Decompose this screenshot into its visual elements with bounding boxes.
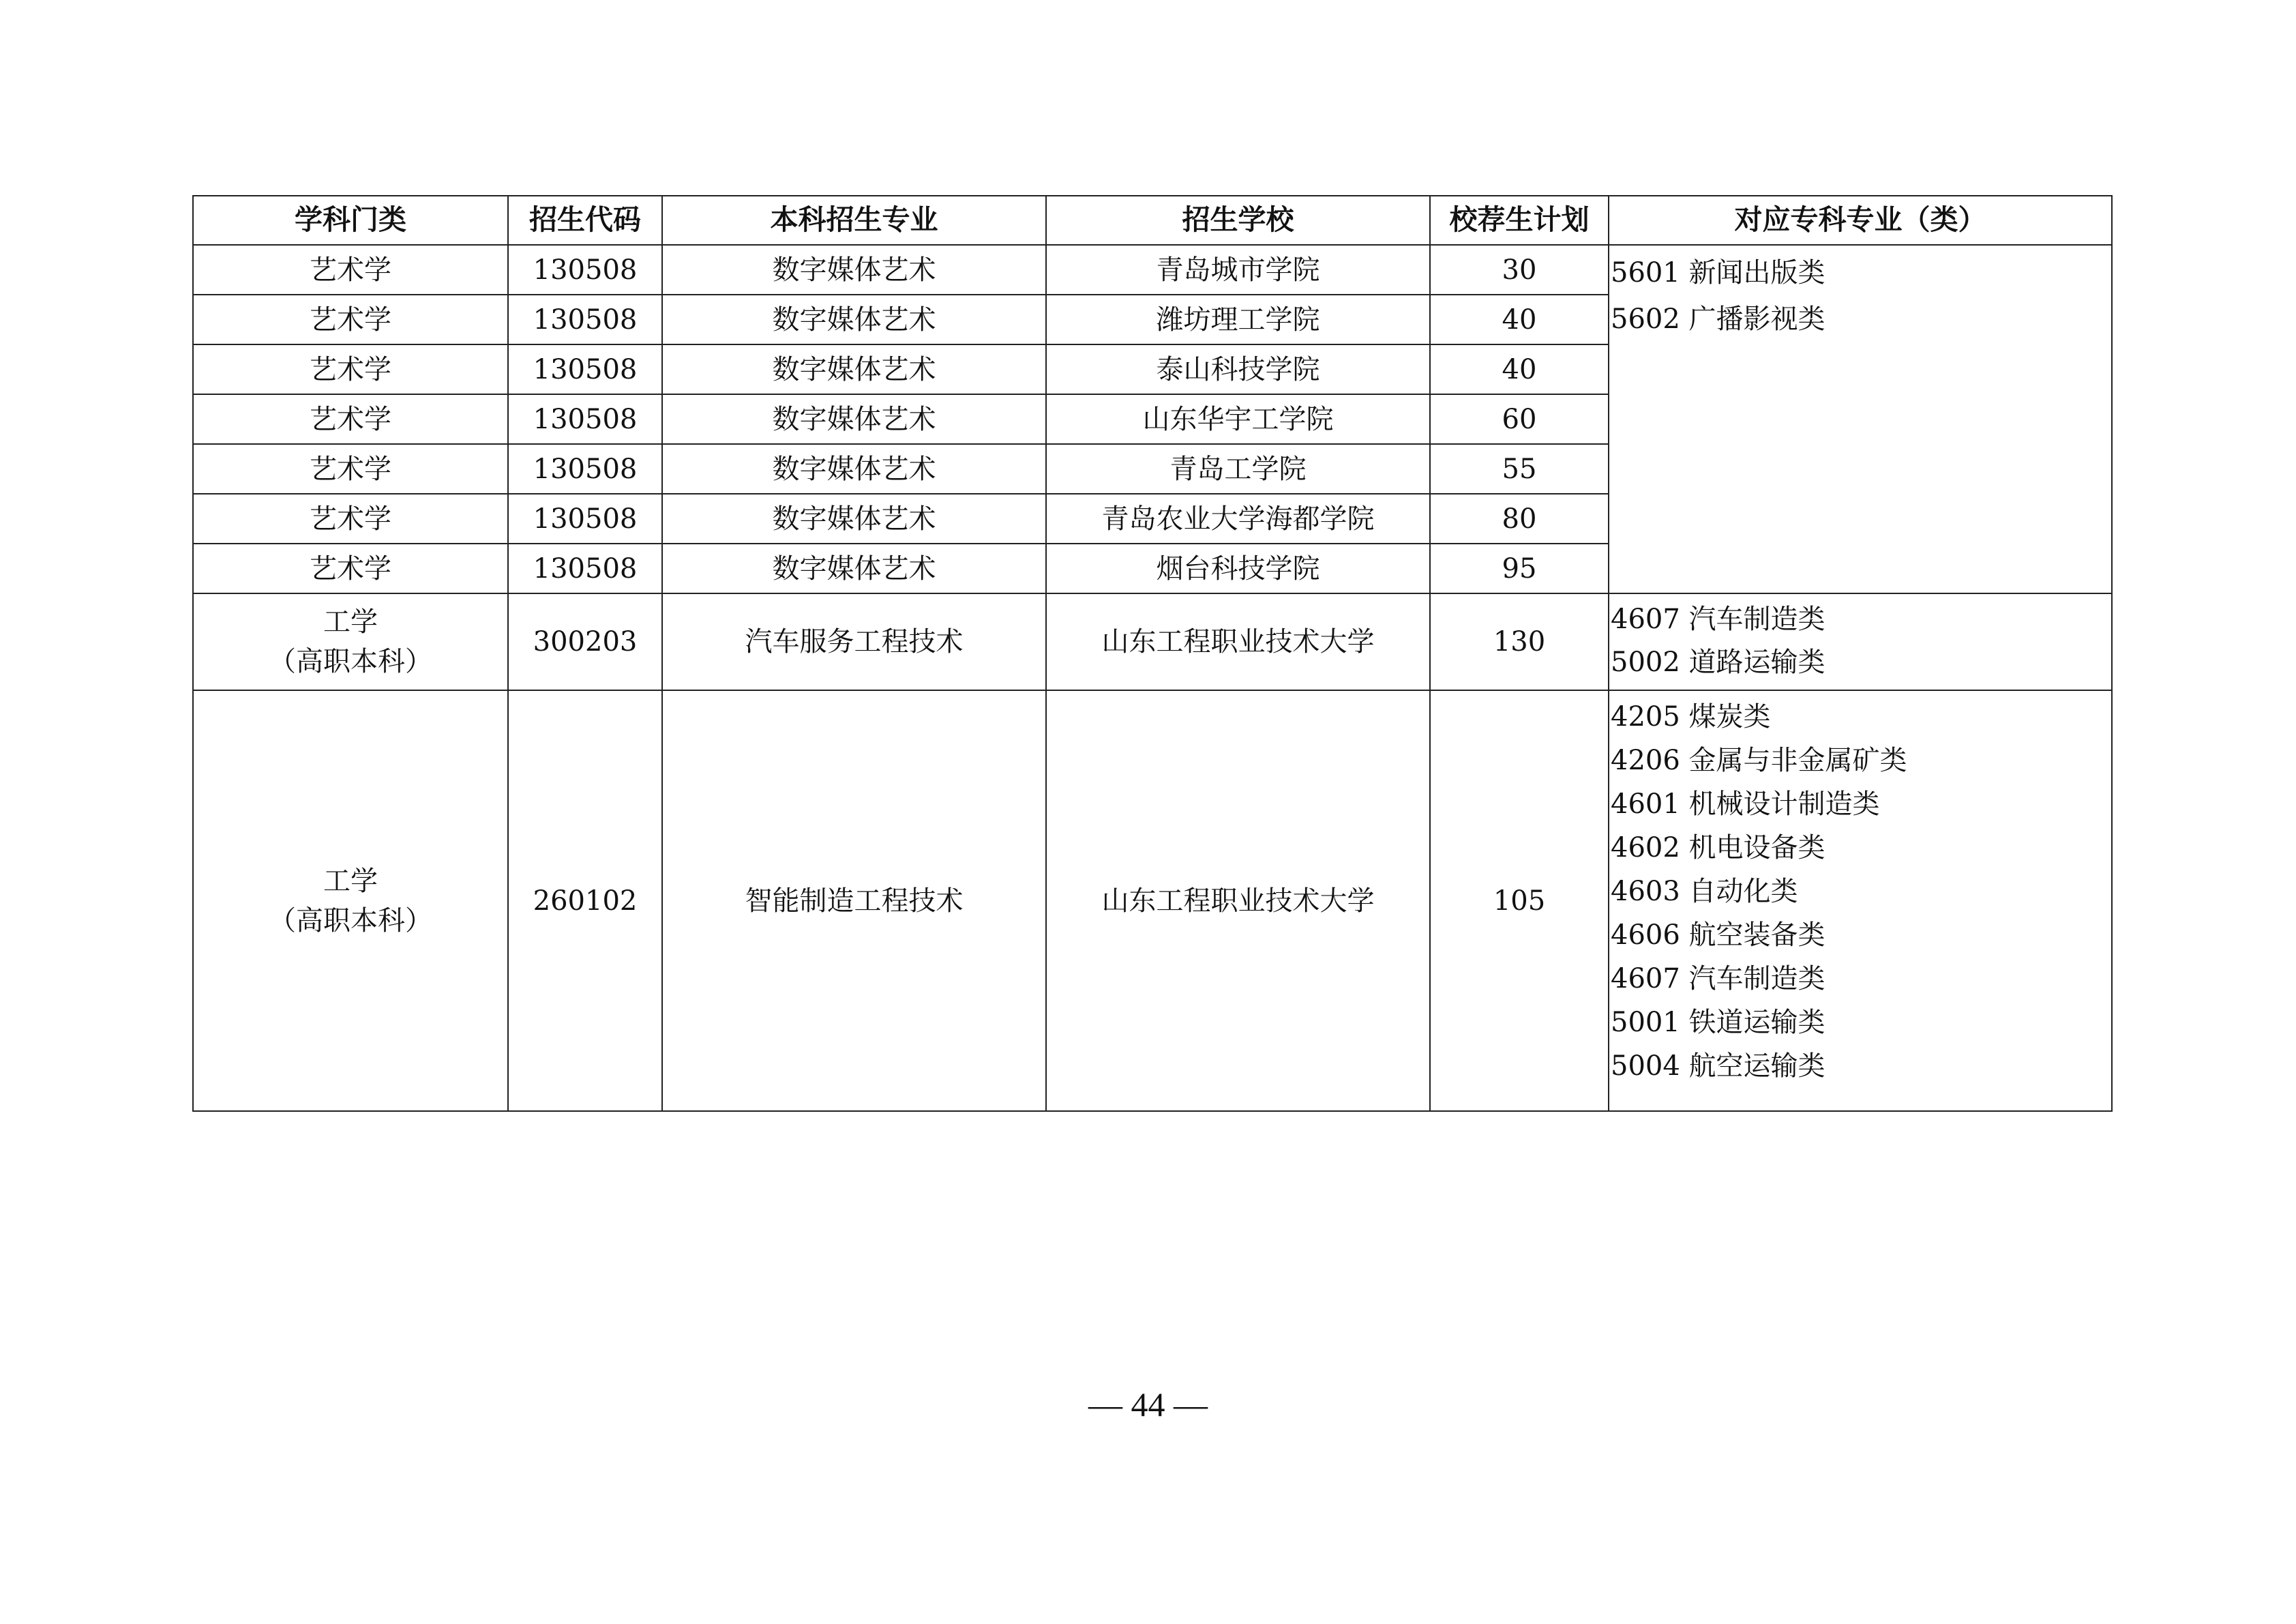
related-major-item: 4603 自动化类 bbox=[1611, 876, 1798, 907]
related-major-item: 4601 机械设计制造类 bbox=[1611, 788, 1880, 820]
cell-code: 300203 bbox=[508, 593, 662, 690]
cell-school: 青岛工学院 bbox=[1046, 444, 1430, 494]
cell-major: 数字媒体艺术 bbox=[662, 544, 1046, 593]
related-major-item: 5002 道路运输类 bbox=[1611, 647, 1825, 678]
header-code: 招生代码 bbox=[508, 196, 662, 245]
cell-plan: 95 bbox=[1430, 544, 1609, 593]
cell-category: 艺术学 bbox=[193, 394, 508, 444]
cell-related-majors bbox=[1609, 690, 2112, 1111]
cell-school: 泰山科技学院 bbox=[1046, 344, 1430, 394]
header-category: 学科门类 bbox=[193, 196, 508, 245]
header-plan: 校荐生计划 bbox=[1430, 196, 1609, 245]
category-sub: （高职本科） bbox=[269, 904, 432, 936]
table-row bbox=[193, 245, 2112, 295]
cell-code: 130508 bbox=[508, 544, 662, 593]
cell-category: 艺术学 bbox=[193, 245, 508, 295]
cell-code: 130508 bbox=[508, 245, 662, 295]
cell-major: 数字媒体艺术 bbox=[662, 295, 1046, 344]
related-major-item: 5602 广播影视类 bbox=[1611, 304, 1825, 335]
related-major-item: 4607 汽车制造类 bbox=[1611, 604, 1825, 635]
cell-school: 烟台科技学院 bbox=[1046, 544, 1430, 593]
cell-major: 数字媒体艺术 bbox=[662, 344, 1046, 394]
cell-plan: 80 bbox=[1430, 494, 1609, 544]
cell-school: 山东工程职业技术大学 bbox=[1046, 593, 1430, 690]
cell-school: 潍坊理工学院 bbox=[1046, 295, 1430, 344]
cell-category: 艺术学 bbox=[193, 344, 508, 394]
cell-category: 艺术学 bbox=[193, 295, 508, 344]
cell-category: 艺术学 bbox=[193, 544, 508, 593]
cell-major: 智能制造工程技术 bbox=[662, 690, 1046, 1111]
cell-category bbox=[193, 593, 508, 690]
cell-code: 260102 bbox=[508, 690, 662, 1111]
table-row bbox=[193, 593, 2112, 690]
cell-school: 青岛城市学院 bbox=[1046, 245, 1430, 295]
cell-major: 数字媒体艺术 bbox=[662, 494, 1046, 544]
header-major: 本科招生专业 bbox=[662, 196, 1046, 245]
page-number: — 44 — bbox=[1088, 1385, 1208, 1423]
category-main: 工学 bbox=[323, 865, 378, 897]
table-header-row bbox=[193, 196, 2112, 245]
cell-major: 汽车服务工程技术 bbox=[662, 593, 1046, 690]
cell-school: 山东华宇工学院 bbox=[1046, 394, 1430, 444]
cell-plan: 60 bbox=[1430, 394, 1609, 444]
related-major-item: 4602 机电设备类 bbox=[1611, 832, 1825, 863]
cell-major: 数字媒体艺术 bbox=[662, 394, 1046, 444]
cell-code: 130508 bbox=[508, 444, 662, 494]
cell-plan: 30 bbox=[1430, 245, 1609, 295]
cell-major: 数字媒体艺术 bbox=[662, 245, 1046, 295]
cell-related-majors bbox=[1609, 245, 2112, 593]
header-related-majors: 对应专科专业（类） bbox=[1609, 196, 2112, 245]
cell-major: 数字媒体艺术 bbox=[662, 444, 1046, 494]
related-major-item: 5601 新闻出版类 bbox=[1611, 257, 1825, 289]
cell-related-majors bbox=[1609, 593, 2112, 690]
cell-code: 130508 bbox=[508, 295, 662, 344]
related-major-item: 4606 航空装备类 bbox=[1611, 919, 1825, 951]
related-major-item: 5001 铁道运输类 bbox=[1611, 1007, 1825, 1038]
cell-category bbox=[193, 690, 508, 1111]
table-row bbox=[193, 690, 2112, 1111]
cell-category: 艺术学 bbox=[193, 444, 508, 494]
cell-plan: 130 bbox=[1430, 593, 1609, 690]
category-sub: （高职本科） bbox=[269, 646, 432, 677]
related-major-item: 4206 金属与非金属矿类 bbox=[1611, 745, 1907, 776]
related-major-item: 4607 汽车制造类 bbox=[1611, 963, 1825, 994]
cell-school: 青岛农业大学海都学院 bbox=[1046, 494, 1430, 544]
cell-code: 130508 bbox=[508, 344, 662, 394]
category-main: 工学 bbox=[323, 606, 378, 638]
related-major-item: 5004 航空运输类 bbox=[1611, 1050, 1825, 1082]
cell-code: 130508 bbox=[508, 394, 662, 444]
cell-code: 130508 bbox=[508, 494, 662, 544]
cell-plan: 40 bbox=[1430, 295, 1609, 344]
enrollment-table bbox=[192, 195, 2113, 1112]
header-school: 招生学校 bbox=[1046, 196, 1430, 245]
cell-plan: 105 bbox=[1430, 690, 1609, 1111]
related-major-item: 4205 煤炭类 bbox=[1611, 701, 1771, 733]
cell-plan: 55 bbox=[1430, 444, 1609, 494]
cell-category: 艺术学 bbox=[193, 494, 508, 544]
cell-plan: 40 bbox=[1430, 344, 1609, 394]
cell-school: 山东工程职业技术大学 bbox=[1046, 690, 1430, 1111]
